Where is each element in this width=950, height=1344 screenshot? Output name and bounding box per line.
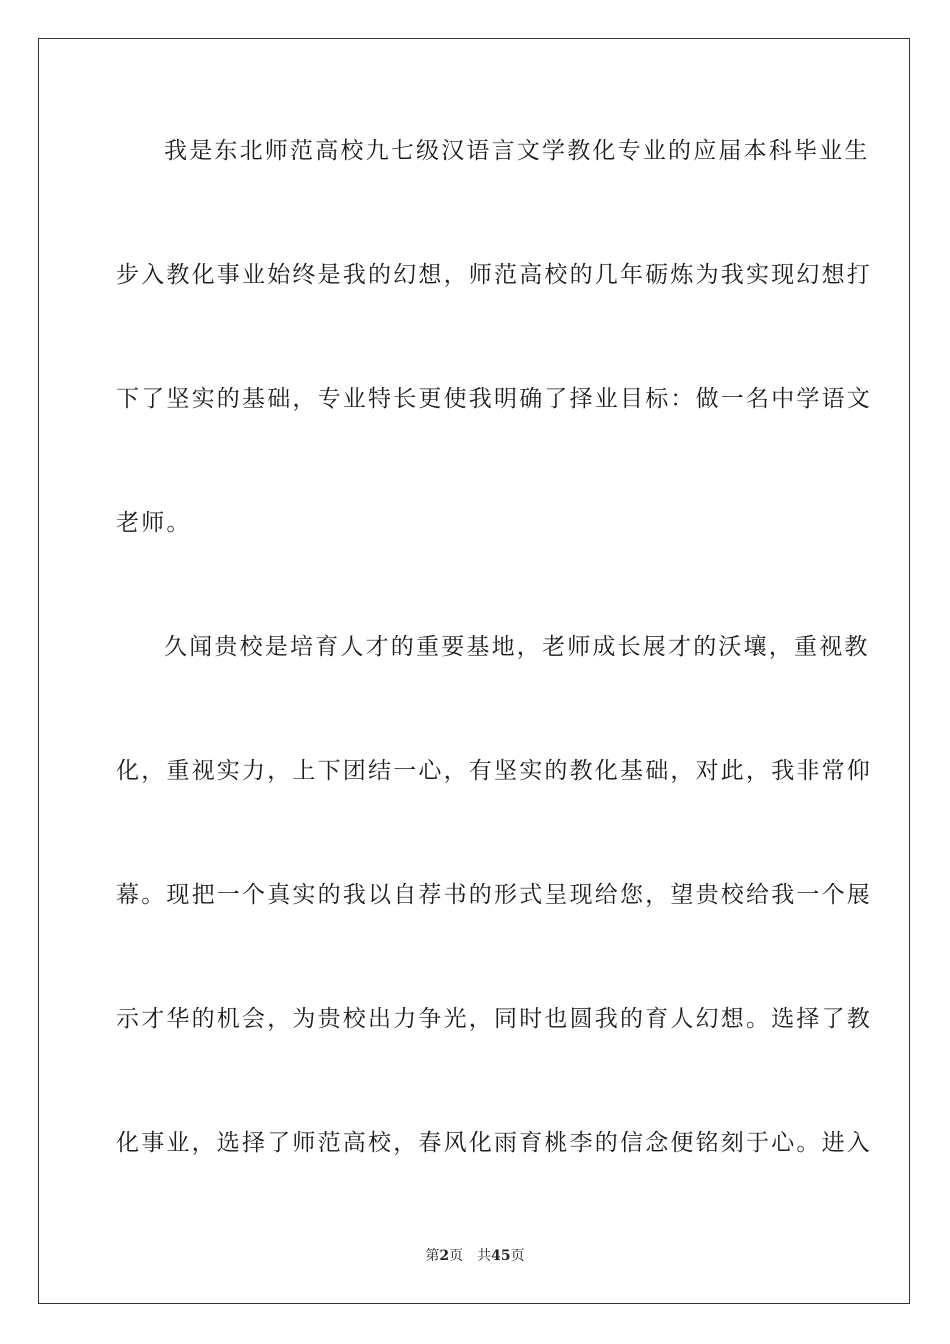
page-suffix: 页: [449, 1248, 464, 1264]
page-frame: [38, 38, 910, 1304]
paragraph-2-line-2: 化，重视实力，上下团结一心，有坚实的教化基础，对此，我非常仰: [116, 758, 872, 784]
paragraph-1-line-3: 下了坚实的基础，专业特长更使我明确了择业目标：做一名中学语文: [116, 386, 872, 412]
total-pages: 45: [491, 1248, 511, 1264]
page-prefix: 第: [425, 1248, 440, 1264]
total-suffix: 页: [510, 1248, 525, 1264]
paragraph-1-line-1: 我是东北师范高校九七级汉语言文学教化专业的应届本科毕业生: [164, 138, 870, 164]
paragraph-2-line-1: 久闻贵校是培育人才的重要基地，老师成长展才的沃壤，重视教: [164, 634, 870, 660]
page-number: 2: [439, 1248, 450, 1264]
paragraph-2-line-4: 示才华的机会，为贵校出力争光，同时也圆我的育人幻想。选择了教: [116, 1006, 872, 1032]
paragraph-2-line-5: 化事业，选择了师范高校，春风化雨育桃李的信念便铭刻于心。进入: [116, 1130, 872, 1156]
total-prefix: 共: [477, 1248, 492, 1264]
paragraph-2-line-3: 幕。现把一个真实的我以自荐书的形式呈现给您，望贵校给我一个展: [116, 882, 872, 908]
paragraph-1-line-2: 步入教化事业始终是我的幻想，师范高校的几年砺炼为我实现幻想打: [116, 262, 872, 288]
paragraph-1-line-4: 老师。: [116, 510, 192, 536]
page-footer: [0, 1246, 950, 1266]
